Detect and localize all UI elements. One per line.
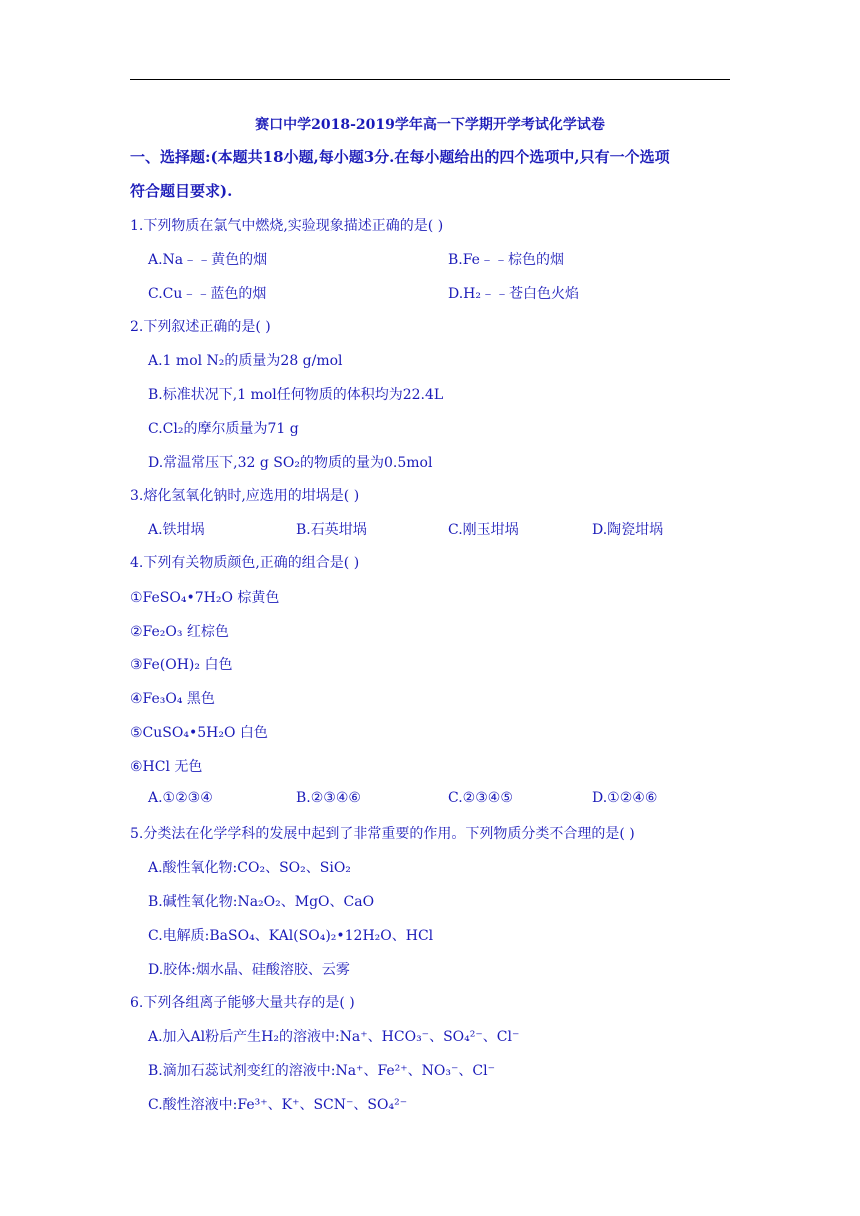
- question-1-option-a: A.Na﹣﹣黄色的烟: [148, 252, 268, 268]
- question-6-option-b: B.滴加石蕊试剂变红的溶液中:Na⁺、Fe²⁺、NO₃⁻、Cl⁻: [148, 1063, 495, 1079]
- question-6-option-c: C.酸性溶液中:Fe³⁺、K⁺、SCN⁻、SO₄²⁻: [148, 1097, 408, 1113]
- question-5-option-c: C.电解质:BaSO₄、KAl(SO₄)₂•12H₂O、HCl: [148, 928, 434, 944]
- question-2-option-b: B.标准状况下,1 mol任何物质的体积均为22.4L: [148, 387, 444, 403]
- question-4-option-c: C.②③④⑤: [448, 790, 513, 806]
- question-6-stem: 6.下列各组离子能够大量共存的是( ): [130, 995, 355, 1011]
- question-3-stem: 3.熔化氢氧化钠时,应选用的坩埚是( ): [130, 488, 360, 504]
- question-4-item: ⑤CuSO₄•5H₂O 白色: [130, 725, 268, 741]
- question-2-option-a: A.1 mol N₂的质量为28 g/mol: [148, 353, 343, 369]
- question-4-item: ⑥HCl 无色: [130, 759, 203, 775]
- question-5-stem: 5.分类法在化学学科的发展中起到了非常重要的作用。下列物质分类不合理的是( ): [130, 826, 635, 842]
- question-3-option-a: A.铁坩埚: [148, 522, 205, 538]
- question-4-option-a: A.①②③④: [148, 790, 213, 806]
- question-2-stem: 2.下列叙述正确的是( ): [130, 319, 271, 335]
- section-heading-line2: 符合题目要求).: [130, 182, 233, 200]
- question-4-item: ③Fe(OH)₂ 白色: [130, 657, 233, 673]
- question-1-option-d: D.H₂﹣﹣苍白色火焰: [448, 286, 579, 302]
- question-3-option-d: D.陶瓷坩埚: [592, 522, 664, 538]
- exam-title: 赛口中学2018-2019学年高一下学期开学考试化学试卷: [255, 117, 605, 133]
- question-1-option-c: C.Cu﹣﹣蓝色的烟: [148, 286, 267, 302]
- question-3-option-c: C.刚玉坩埚: [448, 522, 519, 538]
- question-6-option-a: A.加入Al粉后产生H₂的溶液中:Na⁺、HCO₃⁻、SO₄²⁻、Cl⁻: [148, 1029, 520, 1045]
- question-4-item: ④Fe₃O₄ 黑色: [130, 691, 215, 707]
- question-4-option-d: D.①②④⑥: [592, 790, 658, 806]
- question-4-item: ②Fe₂O₃ 红棕色: [130, 624, 229, 640]
- question-1-option-b: B.Fe﹣﹣棕色的烟: [448, 252, 564, 268]
- question-4-item: ①FeSO₄•7H₂O 棕黄色: [130, 590, 280, 606]
- section-heading-line1: 一、选择题:(本题共18小题,每小题3分.在每小题给出的四个选项中,只有一个选项: [130, 148, 670, 166]
- question-1-stem: 1.下列物质在氯气中燃烧,实验现象描述正确的是( ): [130, 218, 444, 234]
- question-2-option-c: C.Cl₂的摩尔质量为71 g: [148, 421, 299, 437]
- question-2-option-d: D.常温常压下,32 g SO₂的物质的量为0.5mol: [148, 455, 433, 471]
- question-5-option-a: A.酸性氧化物:CO₂、SO₂、SiO₂: [148, 860, 351, 876]
- header-rule: [130, 79, 730, 80]
- question-5-option-b: B.碱性氧化物:Na₂O₂、MgO、CaO: [148, 894, 375, 910]
- question-5-option-d: D.胶体:烟水晶、硅酸溶胶、云雾: [148, 962, 350, 978]
- question-4-stem: 4.下列有关物质颜色,正确的组合是( ): [130, 555, 360, 571]
- question-4-option-b: B.②③④⑥: [296, 790, 361, 806]
- question-3-option-b: B.石英坩埚: [296, 522, 367, 538]
